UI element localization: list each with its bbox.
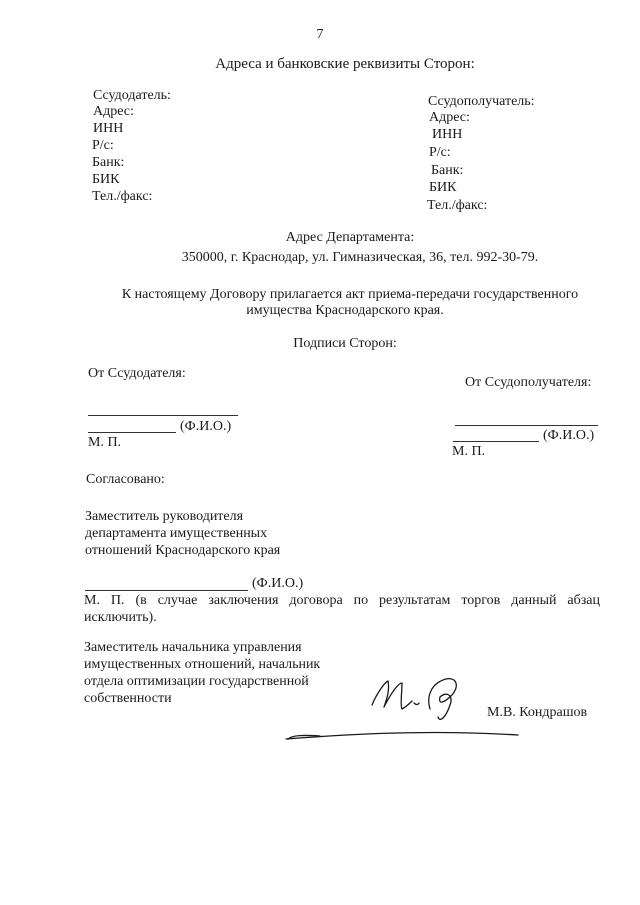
attachment-note-line2: имущества Краснодарского края. bbox=[246, 303, 444, 318]
borrower-title: Ссудополучатель: bbox=[428, 94, 535, 109]
from-lender-label: От Ссудодателя: bbox=[88, 366, 186, 381]
borrower-bik-label: БИК bbox=[429, 180, 457, 195]
borrower-account-label: Р/с: bbox=[429, 145, 451, 160]
lender-inn-label: ИНН bbox=[93, 121, 124, 136]
approved-position-line3: отношений Краснодарского края bbox=[85, 543, 281, 558]
borrower-stamp-label: М. П. bbox=[452, 444, 486, 459]
approved-position-line1: Заместитель руководителя bbox=[85, 509, 244, 524]
page-number: 7 bbox=[316, 27, 324, 42]
borrower-signature-line bbox=[455, 425, 598, 426]
borrower-fio-label: (Ф.И.О.) bbox=[543, 428, 595, 443]
lender-bik-label: БИК bbox=[92, 172, 120, 187]
lender-fio-line bbox=[88, 432, 176, 433]
approved-signature-line bbox=[85, 590, 248, 591]
deputy-position-line1: Заместитель начальника управления bbox=[84, 640, 302, 655]
borrower-bank-label: Банк: bbox=[431, 163, 464, 178]
deputy-position-line4: собственности bbox=[84, 691, 172, 706]
approved-fio-label: (Ф.И.О.) bbox=[252, 576, 304, 591]
lender-fio-label: (Ф.И.О.) bbox=[180, 419, 232, 434]
attachment-note-line1: К настоящему Договору прилагается акт приема-передачи государственного bbox=[121, 287, 579, 302]
deputy-name: М.В. Кондрашов bbox=[487, 705, 588, 720]
borrower-address-label: Адрес: bbox=[429, 110, 470, 125]
signatures-title: Подписи Сторон: bbox=[293, 336, 397, 351]
department-address: 350000, г. Краснодар, ул. Гимназическая, 36, тел. 992-30-79. bbox=[181, 250, 539, 265]
borrower-fio-line bbox=[453, 441, 539, 442]
from-borrower-label: От Ссудополучателя: bbox=[465, 375, 592, 390]
deputy-position-line2: имущественных отношений, начальник bbox=[84, 657, 321, 672]
approved-position-line2: департамента имущественных bbox=[85, 526, 268, 541]
approved-stamp-note-line1: М. П. (в случае заключения договора по результатам торгов данный абзац bbox=[84, 593, 600, 608]
section-header: Адреса и банковские реквизиты Сторон: bbox=[215, 56, 475, 72]
borrower-inn-label: ИНН bbox=[432, 127, 463, 142]
borrower-phone-label: Тел./факс: bbox=[427, 198, 488, 213]
lender-title: Ссудодатель: bbox=[93, 88, 171, 103]
lender-stamp-label: М. П. bbox=[88, 435, 122, 450]
lender-bank-label: Банк: bbox=[92, 155, 125, 170]
approved-title: Согласовано: bbox=[86, 472, 165, 487]
deputy-position-line3: отдела оптимизации государственной bbox=[84, 674, 309, 689]
approved-stamp-note-line2: исключить). bbox=[84, 610, 157, 625]
department-title: Адрес Департамента: bbox=[285, 230, 415, 245]
lender-phone-label: Тел./факс: bbox=[92, 189, 153, 204]
lender-address-label: Адрес: bbox=[93, 104, 134, 119]
lender-signature-line bbox=[88, 415, 238, 416]
lender-account-label: Р/с: bbox=[92, 138, 114, 153]
